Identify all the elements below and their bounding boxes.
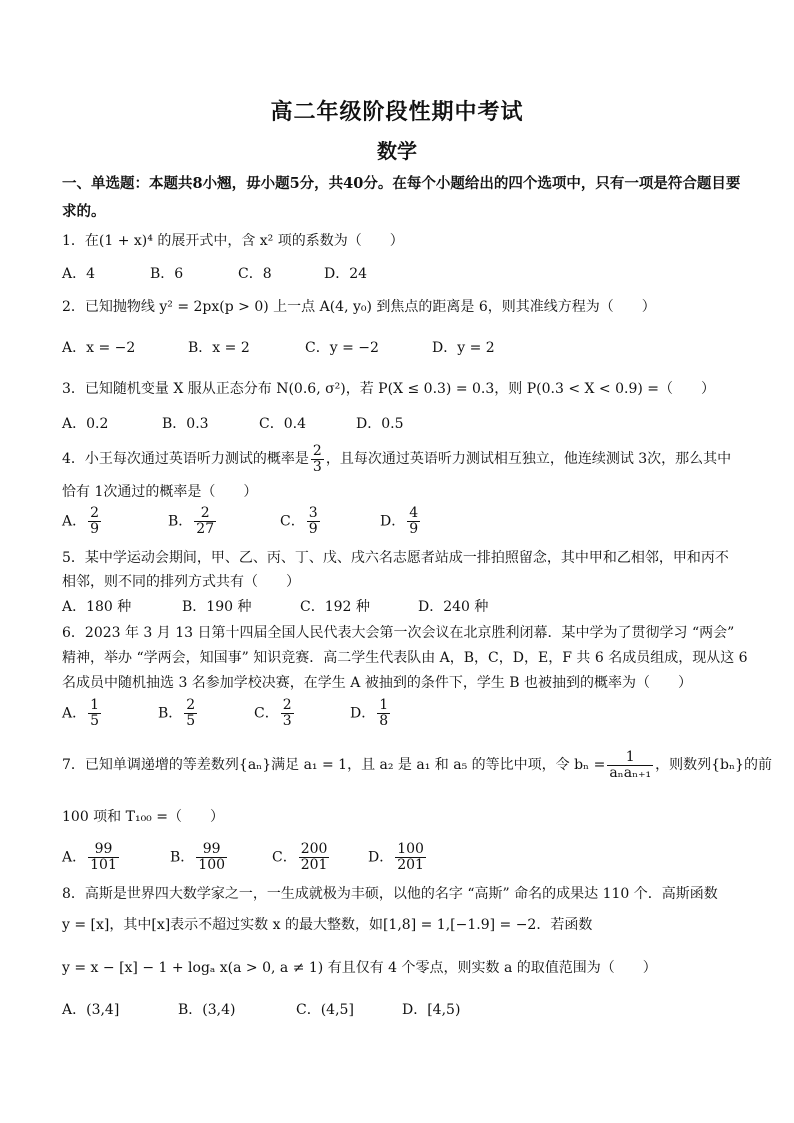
option-label: A． bbox=[62, 705, 87, 722]
q6-option-b bbox=[158, 698, 199, 729]
q5-option-b: B．190 种 bbox=[182, 599, 252, 615]
q1-option-b: B．6 bbox=[150, 266, 184, 282]
fraction-numerator: 2 bbox=[282, 697, 292, 713]
option-fraction bbox=[184, 698, 197, 729]
fraction-denominator: aₙaₙ₊₁ bbox=[609, 764, 652, 781]
fraction-denominator: 27 bbox=[196, 521, 215, 537]
q8-option-d: D．[4,5) bbox=[402, 1002, 461, 1018]
fraction-numerator: 1 bbox=[379, 697, 389, 713]
q5-option-c: C．192 种 bbox=[300, 599, 370, 615]
fraction-denominator: 9 bbox=[308, 521, 318, 537]
fraction-numerator: 2 bbox=[312, 442, 322, 459]
fraction-numerator: 1 bbox=[90, 697, 100, 713]
option-fraction bbox=[196, 842, 227, 873]
fraction-numerator: 3 bbox=[308, 505, 318, 521]
q3-option-c: C．0.4 bbox=[259, 416, 306, 432]
option-fraction bbox=[407, 506, 420, 537]
q4-option-a bbox=[62, 506, 103, 537]
q7-text-start: 7．已知单调递增的等差数列{aₙ}满足 a₁ = 1，且 a₂ 是 a₁ 和 a₅ 的等比中项，令 bₙ = bbox=[62, 757, 606, 773]
q4-probability-fraction bbox=[311, 444, 324, 475]
q8-option-c: C．(4,5] bbox=[296, 1002, 354, 1018]
question-8-line-2: y = [x]，其中[x]表示不超过实数 x 的最大整数，如[1,8] = 1,[−1.9] = −2．若函数 bbox=[62, 917, 593, 933]
q2-option-b: B．x = 2 bbox=[188, 340, 250, 356]
question-5-line-2: 相邻，则不同的排列方式共有（ ） bbox=[62, 574, 300, 590]
option-fraction bbox=[88, 506, 101, 537]
option-label: C． bbox=[280, 513, 305, 530]
option-label: B． bbox=[158, 705, 183, 722]
fraction-denominator: 5 bbox=[186, 713, 196, 729]
q8-option-b: B．(3,4) bbox=[178, 1002, 236, 1018]
option-label: D． bbox=[380, 513, 406, 530]
fraction-numerator: 2 bbox=[90, 505, 100, 521]
fraction-denominator: 8 bbox=[379, 713, 389, 729]
fraction-denominator: 100 bbox=[198, 857, 226, 873]
fraction-denominator: 3 bbox=[312, 458, 322, 475]
fraction-numerator: 99 bbox=[196, 842, 227, 858]
q3-option-a: A．0.2 bbox=[62, 416, 109, 432]
option-label: C． bbox=[272, 849, 297, 866]
option-fraction bbox=[307, 506, 320, 537]
fraction-denominator: 3 bbox=[282, 713, 292, 729]
option-label: B． bbox=[170, 849, 195, 866]
q8-option-a: A．(3,4] bbox=[62, 1002, 120, 1018]
q4-option-c bbox=[280, 506, 322, 537]
q2-option-c: C．y = −2 bbox=[305, 340, 379, 356]
question-6-line-2: 精神，举办 “学两会，知国事” 知识竞赛．高二学生代表队由 A，B，C，D，E，F 共 6 名成员组成，现从这 6 bbox=[62, 650, 748, 666]
option-label: D． bbox=[350, 705, 376, 722]
question-8-line-3: y = x − [x] − 1 + logₐ x(a > 0, a ≠ 1) 有且仅有 4 个零点，则实数 a 的取值范围为（ ） bbox=[62, 960, 657, 976]
q6-option-d bbox=[350, 698, 392, 729]
q6-option-c bbox=[254, 698, 296, 729]
question-1: 1．在(1 + x)⁴ 的展开式中，含 x² 项的系数为（ ） bbox=[62, 233, 404, 249]
q1-option-a: A．4 bbox=[62, 266, 96, 282]
q3-option-d: D．0.5 bbox=[356, 416, 404, 432]
question-4-line-1 bbox=[62, 440, 731, 478]
option-fraction bbox=[88, 842, 119, 873]
q2-option-a: A．x = −2 bbox=[62, 340, 136, 356]
q5-option-a: A．180 种 bbox=[62, 599, 132, 615]
fraction-denominator: 9 bbox=[409, 521, 419, 537]
option-label: B． bbox=[168, 513, 193, 530]
subject-title: 数学 bbox=[377, 139, 417, 163]
q7-option-b bbox=[170, 842, 229, 873]
q1-option-c: C．8 bbox=[238, 266, 272, 282]
q7-option-c bbox=[272, 842, 331, 873]
question-2: 2．已知抛物线 y² = 2px(p > 0) 上一点 A(4, y₀) 到焦点的距离是 6，则其准线方程为（ ） bbox=[62, 299, 656, 315]
option-label: D． bbox=[368, 849, 394, 866]
option-label: A． bbox=[62, 513, 87, 530]
fraction-denominator: 201 bbox=[300, 857, 328, 873]
q4-text-end: ，且每次通过英语听力测试相互独立，他连续测试 3次，那么其中 bbox=[325, 451, 732, 467]
q1-option-d: D．24 bbox=[324, 266, 368, 282]
question-6-line-3: 名成员中随机抽选 3 名参加学校决赛，在学生 A 被抽到的条件下，学生 B 也被抽到的概率为（ ） bbox=[62, 675, 693, 691]
q6-option-a bbox=[62, 698, 103, 729]
option-label: A． bbox=[62, 849, 87, 866]
q4-option-d bbox=[380, 506, 422, 537]
question-4-line-2: 恰有 1次通过的概率是（ ） bbox=[62, 484, 258, 500]
question-8-line-1: 8．高斯是世界四大数学家之一，一生成就极为丰硕，以他的名字 “高斯” 命名的成果达 110 个．高斯函数 bbox=[62, 886, 718, 902]
fraction-denominator: 9 bbox=[90, 521, 100, 537]
option-fraction bbox=[194, 506, 216, 537]
q7-text-end: ，则数列{bₙ}的前 bbox=[655, 757, 772, 773]
option-fraction bbox=[299, 842, 330, 873]
option-fraction bbox=[377, 698, 390, 729]
fraction-denominator: 101 bbox=[90, 857, 117, 873]
q3-option-b: B．0.3 bbox=[162, 416, 209, 432]
section-instruction: 一、单选题：本题共8小翘，毋小题5分，共40分。在每个小题给出的四个选项中，只有一项是符合题目要求的。 bbox=[62, 175, 741, 220]
fraction-numerator: 100 bbox=[397, 841, 424, 857]
option-label: C． bbox=[254, 705, 279, 722]
exam-title: 高二年级阶段性期中考试 bbox=[270, 99, 524, 125]
question-7-line-1 bbox=[62, 746, 772, 784]
option-fraction bbox=[395, 842, 426, 873]
option-fraction bbox=[88, 698, 101, 729]
q4-option-b bbox=[168, 506, 218, 537]
fraction-numerator: 200 bbox=[300, 841, 328, 857]
q7-option-d bbox=[368, 842, 428, 873]
question-5-line-1: 5．某中学运动会期间，甲、乙、丙、丁、戊、戌六名志愿者站成一排拍照留念，其中甲和乙相邻，甲和丙不 bbox=[62, 550, 729, 566]
fraction-denominator: 5 bbox=[90, 713, 100, 729]
q4-text-start: 4．小王每次通过英语听力测试的概率是 bbox=[62, 451, 309, 467]
fraction-numerator: 2 bbox=[194, 506, 216, 522]
fraction-numerator: 2 bbox=[186, 697, 196, 713]
question-3: 3．已知随机变量 X 服从正态分布 N(0.6, σ²)，若 P(X ≤ 0.3) = 0.3，则 P(0.3 < X < 0.9) =（ ） bbox=[62, 381, 716, 397]
fraction-numerator: 4 bbox=[409, 505, 419, 521]
q2-option-d: D．y = 2 bbox=[432, 340, 495, 356]
q7-option-a bbox=[62, 842, 121, 873]
fraction-denominator: 201 bbox=[397, 857, 424, 873]
q7-bn-fraction bbox=[607, 750, 653, 781]
q5-option-d: D．240 种 bbox=[418, 599, 489, 615]
question-6-line-1: 6．2023 年 3 月 13 日第十四届全国人民代表大会第一次会议在北京胜利闭幕．某中学为了贯彻学习 “两会” bbox=[62, 625, 735, 641]
option-fraction bbox=[281, 698, 294, 729]
question-7-line-2: 100 项和 T₁₀₀ =（ ） bbox=[62, 809, 224, 825]
fraction-numerator: 1 bbox=[607, 750, 653, 766]
fraction-numerator: 99 bbox=[88, 842, 119, 858]
